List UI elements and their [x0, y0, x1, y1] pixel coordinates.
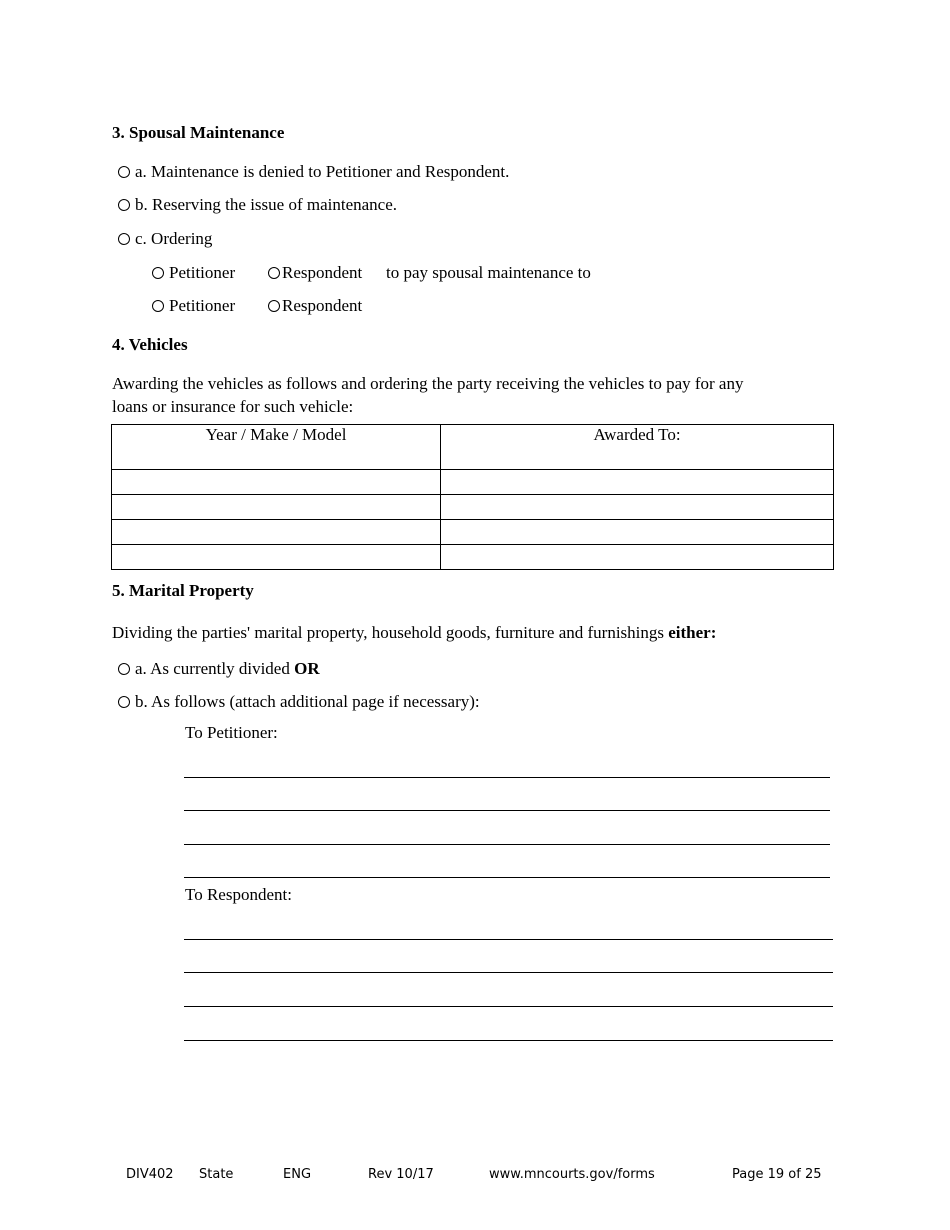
payee-petitioner-label: Petitioner [169, 296, 236, 315]
radio-icon[interactable] [268, 300, 280, 312]
awarded-to-cell[interactable] [441, 470, 834, 495]
maintenance-option-a-label: a. Maintenance is denied to Petitioner and Respondent. [135, 162, 510, 181]
vehicle-cell[interactable] [112, 545, 441, 570]
header-year-make-model: Year / Make / Model [112, 425, 441, 470]
respondent-line-1[interactable] [184, 939, 833, 940]
maintenance-option-a[interactable] [118, 162, 509, 182]
radio-icon[interactable] [118, 696, 130, 708]
radio-icon[interactable] [152, 300, 164, 312]
radio-icon[interactable] [118, 663, 130, 675]
section-5-heading: 5. Marital Property [112, 581, 254, 600]
radio-icon[interactable] [118, 233, 130, 245]
to-petitioner-label: To Petitioner: [185, 723, 278, 742]
payer-petitioner-label: Petitioner [169, 263, 236, 282]
awarded-to-cell[interactable] [441, 520, 834, 545]
respondent-line-2[interactable] [184, 972, 833, 973]
petitioner-line-4[interactable] [184, 877, 830, 878]
vehicles-intro-line-1: Awarding the vehicles as follows and ordering the party receiving the vehicles to pay for any [112, 374, 744, 393]
table-row [112, 470, 834, 495]
property-option-b[interactable] [118, 692, 480, 712]
header-awarded-to: Awarded To: [441, 425, 834, 470]
section-3-heading: 3. Spousal Maintenance [112, 123, 285, 142]
awarded-to-cell[interactable] [441, 545, 834, 570]
table-row [112, 520, 834, 545]
table-header-row [112, 425, 834, 470]
property-option-a-or: OR [294, 659, 320, 678]
maintenance-option-b-label: b. Reserving the issue of maintenance. [135, 195, 398, 214]
property-option-b-label: b. As follows (attach additional page if necessary): [135, 692, 480, 711]
payee-respondent-label: Respondent [282, 296, 363, 315]
footer-lang: ENG [283, 1167, 312, 1182]
payee-petitioner-option[interactable] [152, 296, 235, 316]
property-option-a[interactable] [118, 659, 320, 679]
footer-page: Page 19 of 25 [732, 1167, 822, 1182]
table-row [112, 495, 834, 520]
payer-petitioner-option[interactable] [152, 263, 235, 283]
footer-form-id: DIV402 [126, 1167, 174, 1182]
respondent-line-4[interactable] [184, 1040, 833, 1041]
footer-state: State [199, 1167, 234, 1182]
payer-suffix: to pay spousal maintenance to [386, 263, 591, 282]
to-respondent-label: To Respondent: [185, 885, 292, 904]
radio-icon[interactable] [268, 267, 280, 279]
respondent-line-3[interactable] [184, 1006, 833, 1007]
petitioner-line-2[interactable] [184, 810, 830, 811]
petitioner-line-3[interactable] [184, 844, 830, 845]
property-intro-either: either: [668, 623, 717, 642]
property-option-a-label: a. As currently divided [135, 659, 290, 678]
vehicles-table [111, 424, 834, 570]
radio-icon[interactable] [118, 166, 130, 178]
petitioner-line-1[interactable] [184, 777, 830, 778]
vehicle-cell[interactable] [112, 495, 441, 520]
payee-respondent-option[interactable] [268, 296, 362, 316]
section-4-heading: 4. Vehicles [112, 335, 188, 354]
table-row [112, 545, 834, 570]
radio-icon[interactable] [152, 267, 164, 279]
awarded-to-cell[interactable] [441, 495, 834, 520]
maintenance-option-c-label: c. Ordering [135, 229, 213, 248]
vehicles-intro-line-2: loans or insurance for such vehicle: [112, 397, 354, 416]
vehicle-cell[interactable] [112, 470, 441, 495]
vehicle-cell[interactable] [112, 520, 441, 545]
radio-icon[interactable] [118, 199, 130, 211]
payer-respondent-label: Respondent [282, 263, 363, 282]
payer-respondent-option[interactable] [268, 263, 362, 283]
footer-url: www.mncourts.gov/forms [489, 1167, 655, 1182]
maintenance-option-c[interactable] [118, 229, 212, 249]
property-intro [112, 623, 716, 643]
maintenance-option-b[interactable] [118, 195, 397, 215]
footer-rev: Rev 10/17 [368, 1167, 434, 1182]
property-intro-text: Dividing the parties' marital property, household goods, furniture and furnishings [112, 623, 664, 642]
